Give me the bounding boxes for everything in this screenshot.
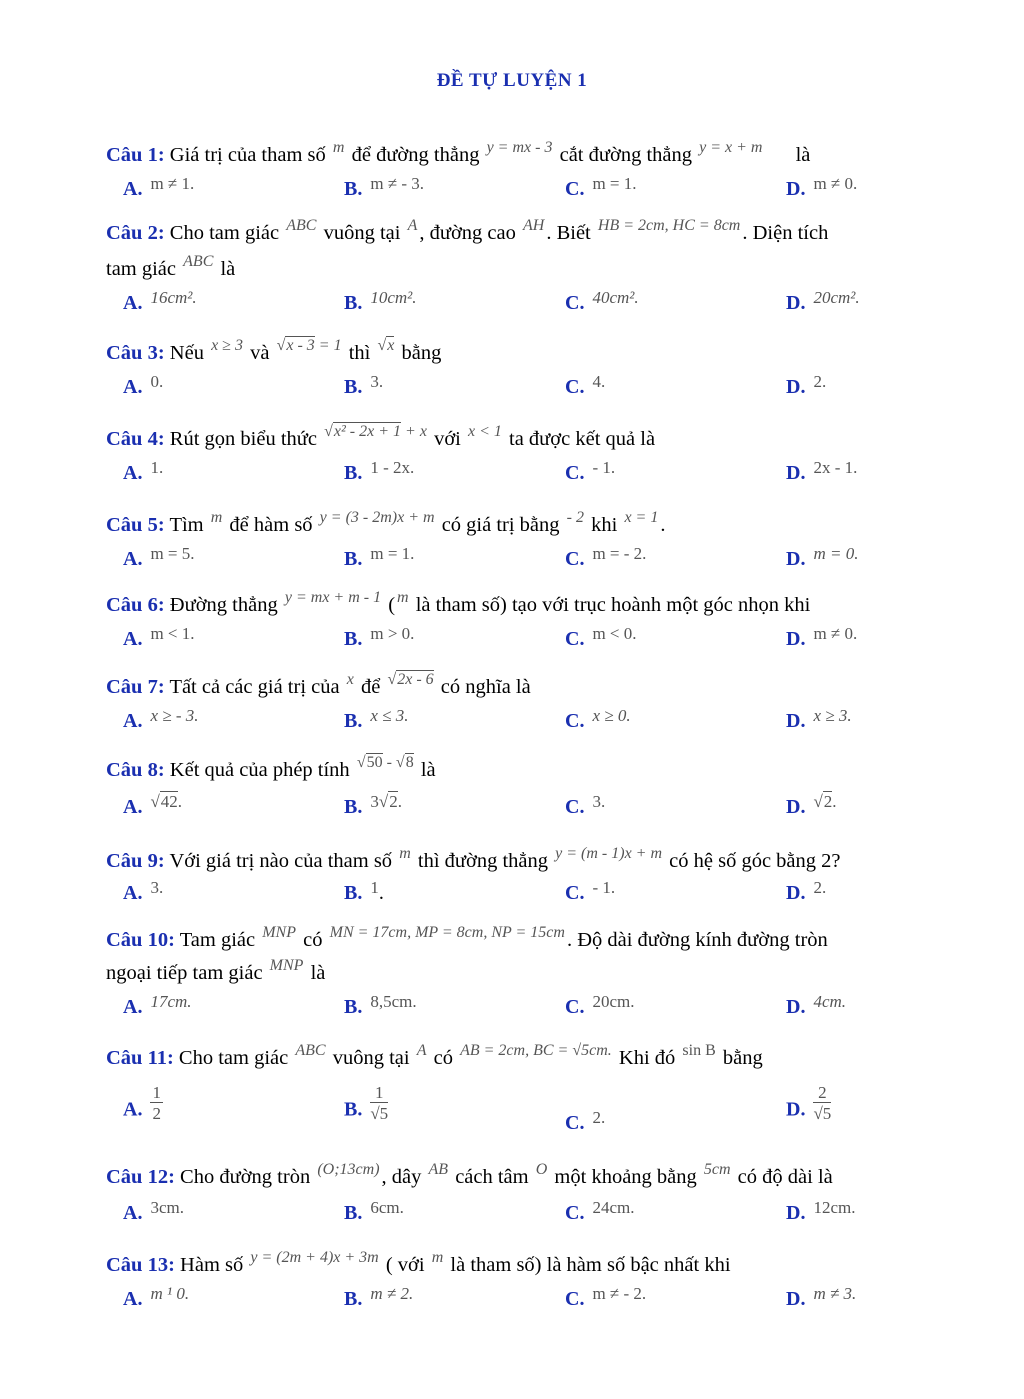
- option-letter: A.: [123, 710, 143, 732]
- option-letter: A.: [123, 1288, 143, 1310]
- option-value: 16cm².: [150, 288, 197, 307]
- option-d[interactable]: [786, 1198, 856, 1225]
- option-letter: B.: [344, 1288, 363, 1310]
- question-text: Tất cả các giá trị của: [169, 676, 340, 698]
- question-2: [106, 218, 828, 250]
- option-letter: B.: [344, 548, 363, 570]
- question-label: Câu 13:: [106, 1254, 175, 1276]
- option-d[interactable]: [786, 792, 837, 819]
- question-text: một khoảng bằng: [554, 1166, 697, 1188]
- question-text: để: [360, 676, 381, 698]
- option-c[interactable]: [565, 288, 639, 315]
- math-expr: y = (m - 1)x + m: [555, 845, 663, 862]
- math-expr: = 1: [318, 337, 342, 354]
- option-letter: B.: [344, 628, 363, 650]
- option-value: m = 1.: [370, 544, 415, 563]
- option-letter: D.: [786, 796, 806, 818]
- question-8: [106, 755, 436, 787]
- math-expr: -: [386, 754, 392, 771]
- option-d[interactable]: [786, 1284, 857, 1311]
- option-value: 2.: [813, 372, 827, 391]
- option-letter: B.: [344, 882, 363, 904]
- option-value: 1: [370, 878, 379, 897]
- math-expr: x - 3: [286, 337, 315, 354]
- option-letter: B.: [344, 462, 363, 484]
- option-a[interactable]: [123, 992, 192, 1019]
- math-expr: MNP: [262, 924, 296, 941]
- option-c[interactable]: [565, 174, 637, 201]
- option-a[interactable]: [123, 624, 195, 651]
- option-a[interactable]: [123, 174, 195, 201]
- option-letter: A.: [123, 376, 143, 398]
- option-letter: D.: [786, 1098, 806, 1121]
- math-expr: 2x - 6: [397, 671, 434, 688]
- option-value: 2: [389, 792, 398, 811]
- option-d[interactable]: [786, 1083, 832, 1130]
- math-expr: x = 1: [624, 509, 659, 526]
- math-expr: x < 1: [467, 423, 502, 440]
- question-text: để hàm số: [229, 514, 313, 536]
- question-9: [106, 846, 841, 878]
- sqrt-symbol: √: [395, 754, 405, 771]
- option-value: 1.: [150, 458, 164, 477]
- option-value: 2.: [813, 878, 827, 897]
- option-a[interactable]: [123, 878, 164, 905]
- math-expr: y = (2m + 4)x + 3m: [250, 1249, 379, 1266]
- math-expr: y = mx + m - 1: [284, 589, 382, 606]
- question-label: Câu 1:: [106, 144, 165, 166]
- question-label: Câu 10:: [106, 929, 175, 951]
- option-c[interactable]: [565, 1198, 635, 1225]
- math-expr: 50: [366, 754, 383, 771]
- math-expr: ABC: [286, 217, 317, 234]
- math-expr: MNP: [269, 957, 304, 974]
- option-c[interactable]: [565, 458, 616, 485]
- option-value: 17cm.: [150, 992, 192, 1011]
- option-letter: C.: [565, 178, 585, 200]
- option-letter: D.: [786, 292, 806, 314]
- option-value: 24cm.: [592, 1198, 635, 1217]
- math-expr: + x: [405, 423, 427, 440]
- option-a[interactable]: [123, 544, 195, 571]
- option-value: .: [832, 792, 837, 811]
- option-d[interactable]: [786, 992, 847, 1019]
- question-text: ( với: [385, 1254, 425, 1276]
- option-letter: A.: [123, 628, 143, 650]
- option-value: m = 1.: [592, 174, 637, 193]
- fraction-numerator: 1: [370, 1084, 388, 1103]
- option-letter: C.: [565, 1112, 585, 1134]
- option-d[interactable]: [786, 372, 827, 399]
- option-letter: B.: [344, 292, 363, 314]
- option-c[interactable]: [565, 792, 606, 819]
- question-7: [106, 672, 531, 704]
- option-d[interactable]: [786, 458, 858, 485]
- option-value: x ≥ - 3.: [150, 706, 199, 725]
- question-text: .: [660, 514, 666, 536]
- option-value: 40cm².: [592, 288, 639, 307]
- option-b[interactable]: [344, 792, 402, 819]
- option-value: .: [397, 792, 402, 811]
- question-10-line-2: [106, 958, 325, 990]
- question-label: Câu 4:: [106, 428, 165, 450]
- option-a[interactable]: [123, 458, 164, 485]
- option-value: 4.: [592, 372, 606, 391]
- option-value: 10cm².: [370, 288, 417, 307]
- option-value: m < 1.: [150, 624, 195, 643]
- question-text: , dây: [381, 1166, 422, 1188]
- option-value: 2.: [592, 1108, 606, 1127]
- question-text: có: [303, 929, 323, 951]
- question-label: Câu 9:: [106, 850, 165, 872]
- math-expr: x² - 2x + 1: [333, 423, 402, 440]
- question-text: khi: [591, 514, 618, 536]
- option-letter: C.: [565, 996, 585, 1018]
- option-value: 4cm.: [813, 992, 847, 1011]
- question-text: Kết quả của phép tính: [169, 759, 350, 781]
- question-11: [106, 1043, 763, 1075]
- fraction-denominator: √5: [813, 1104, 832, 1123]
- question-1: [106, 140, 810, 172]
- option-value: x ≤ 3.: [370, 706, 409, 725]
- option-a[interactable]: [123, 792, 183, 819]
- option-b[interactable]: [344, 878, 384, 905]
- option-letter: D.: [786, 1202, 806, 1224]
- option-value: 6cm.: [370, 1198, 404, 1217]
- sqrt-symbol: √: [377, 337, 387, 354]
- option-b[interactable]: [344, 706, 409, 733]
- option-d[interactable]: [786, 174, 858, 201]
- option-letter: B.: [344, 796, 363, 818]
- option-value: m = - 2.: [592, 544, 647, 563]
- option-value: m ≠ - 2.: [592, 1284, 647, 1303]
- option-b[interactable]: [344, 174, 425, 201]
- sqrt-symbol: √: [276, 337, 286, 354]
- math-expr: y = mx - 3: [486, 139, 553, 156]
- question-text: bằng: [722, 1047, 763, 1069]
- question-13: [106, 1250, 731, 1282]
- sqrt-symbol: √: [150, 792, 160, 811]
- option-letter: D.: [786, 178, 806, 200]
- option-value: - 1.: [592, 458, 616, 477]
- question-text: Khi đó: [618, 1047, 676, 1069]
- question-text: Tam giác: [179, 929, 256, 951]
- option-value: m = 5.: [150, 544, 195, 563]
- math-expr: A: [407, 217, 418, 234]
- question-text: Cho tam giác: [178, 1047, 289, 1069]
- option-value: .: [378, 882, 384, 904]
- question-text: thì đường thẳng: [417, 850, 549, 872]
- option-value: m ≠ 3.: [813, 1284, 857, 1303]
- option-letter: D.: [786, 996, 806, 1018]
- option-a[interactable]: [123, 1083, 163, 1130]
- option-c[interactable]: [565, 992, 635, 1019]
- option-value: .: [177, 792, 183, 811]
- question-4: [106, 424, 655, 456]
- option-letter: D.: [786, 1288, 806, 1310]
- option-letter: D.: [786, 710, 806, 732]
- question-text: Đường thẳng: [169, 594, 278, 616]
- question-label: Câu 12:: [106, 1166, 175, 1188]
- option-value: m ≠ 1.: [150, 174, 195, 193]
- math-expr: AH: [523, 217, 545, 234]
- page-title: ĐỀ TỰ LUYỆN 1: [436, 70, 588, 91]
- option-value: 8,5cm.: [370, 992, 417, 1011]
- option-a[interactable]: [123, 706, 199, 733]
- option-b[interactable]: [344, 372, 384, 399]
- question-6: [106, 590, 810, 622]
- option-value: 2x - 1.: [813, 458, 858, 477]
- option-letter: C.: [565, 1288, 585, 1310]
- option-b[interactable]: [344, 544, 415, 571]
- math-expr: - 2: [566, 509, 584, 526]
- question-text: Nếu: [169, 342, 204, 364]
- question-text: Hàm số: [180, 1254, 244, 1276]
- option-letter: A.: [123, 462, 143, 484]
- math-expr: y = (3 - 2m)x + m: [319, 509, 435, 526]
- sqrt-symbol: √: [378, 792, 389, 811]
- question-label: Câu 11:: [106, 1047, 174, 1069]
- option-value: 3.: [370, 372, 384, 391]
- fraction-denominator: √5: [370, 1104, 389, 1123]
- option-value: m ¹ 0.: [150, 1284, 190, 1303]
- math-expr: m: [332, 139, 345, 156]
- question-text: Tìm: [169, 514, 204, 536]
- option-d[interactable]: [786, 624, 858, 651]
- sqrt-symbol: √: [387, 671, 397, 688]
- question-text: và: [250, 342, 270, 364]
- option-value: 0.: [150, 372, 164, 391]
- math-expr: HB = 2cm, HC = 8cm: [597, 217, 741, 234]
- option-letter: A.: [123, 178, 143, 200]
- option-b[interactable]: [344, 1284, 414, 1311]
- question-text: là tham số) tạo với trục hoành một góc nhọn khi: [415, 594, 811, 616]
- option-value: 3cm.: [150, 1198, 184, 1217]
- question-text: Cho tam giác: [169, 222, 280, 244]
- fraction-numerator: 2: [813, 1084, 831, 1103]
- question-10: [106, 925, 828, 957]
- question-5: [106, 510, 665, 542]
- option-letter: C.: [565, 628, 585, 650]
- option-letter: C.: [565, 376, 585, 398]
- option-value: 3: [370, 792, 379, 811]
- option-value: 20cm.: [592, 992, 635, 1011]
- question-text: có: [433, 1047, 453, 1069]
- option-value: x ≥ 0.: [592, 706, 631, 725]
- question-text: là: [220, 258, 236, 280]
- fraction-numerator: 1: [152, 1083, 161, 1102]
- math-expr: 8: [405, 754, 414, 771]
- option-d[interactable]: [786, 544, 859, 571]
- question-text: ta được kết quả là: [509, 428, 656, 450]
- option-letter: B.: [344, 1098, 363, 1121]
- math-expr: m: [210, 509, 223, 526]
- option-c[interactable]: [565, 624, 637, 651]
- option-letter: B.: [344, 710, 363, 732]
- question-text: có hệ số góc bằng 2?: [669, 850, 841, 872]
- option-value: m = 0.: [813, 544, 859, 563]
- math-expr: x: [346, 671, 354, 688]
- option-c[interactable]: [565, 1284, 647, 1311]
- math-expr: 5cm: [703, 1161, 731, 1178]
- question-label: Câu 5:: [106, 514, 165, 536]
- option-b[interactable]: [344, 1198, 404, 1225]
- question-text: . Biết: [546, 222, 591, 244]
- option-a[interactable]: [123, 372, 164, 399]
- question-text: Rút gọn biểu thức: [169, 428, 317, 450]
- question-label: Câu 3:: [106, 342, 165, 364]
- option-d[interactable]: [786, 878, 827, 905]
- math-expr: m: [431, 1249, 444, 1266]
- option-value: 3.: [592, 792, 606, 811]
- question-text: có giá trị bằng: [441, 514, 560, 536]
- option-value: 12cm.: [813, 1198, 856, 1217]
- question-3: [106, 338, 441, 370]
- option-d[interactable]: [786, 706, 852, 733]
- option-letter: A.: [123, 882, 143, 904]
- math-expr: ABC: [183, 253, 214, 270]
- option-letter: C.: [565, 796, 585, 818]
- math-expr: m: [399, 845, 411, 862]
- question-text: Với giá trị nào của tham số: [169, 850, 393, 872]
- option-letter: D.: [786, 882, 806, 904]
- option-letter: A.: [123, 1098, 143, 1121]
- option-letter: D.: [786, 376, 806, 398]
- option-a[interactable]: [123, 1284, 190, 1311]
- question-12: [106, 1162, 833, 1194]
- option-b[interactable]: [344, 458, 415, 485]
- math-expr: O: [535, 1161, 548, 1178]
- option-a[interactable]: [123, 288, 197, 315]
- question-text: Cho đường tròn: [180, 1166, 311, 1188]
- option-c[interactable]: [565, 878, 616, 905]
- option-letter: C.: [565, 1202, 585, 1224]
- option-letter: A.: [123, 996, 143, 1018]
- math-expr: x ≥ 3: [211, 337, 243, 354]
- option-b[interactable]: [344, 288, 417, 315]
- option-letter: A.: [123, 796, 143, 818]
- question-text: vuông tại: [323, 222, 401, 244]
- option-value: m ≠ - 3.: [370, 174, 425, 193]
- question-text: , đường cao: [419, 222, 516, 244]
- option-letter: D.: [786, 462, 806, 484]
- math-expr: MN = 17cm, MP = 8cm, NP = 15cm: [329, 924, 565, 941]
- sqrt-symbol: √: [324, 423, 333, 440]
- math-expr: x: [387, 337, 395, 354]
- question-text: để đường thẳng: [351, 144, 480, 166]
- math-expr: y = x + m: [699, 139, 763, 156]
- option-c[interactable]: [565, 1108, 606, 1135]
- option-b[interactable]: [344, 624, 415, 651]
- option-a[interactable]: [123, 1198, 184, 1225]
- option-letter: C.: [565, 882, 585, 904]
- option-value: 2: [823, 792, 833, 811]
- math-expr: m: [397, 589, 409, 606]
- option-letter: C.: [565, 548, 585, 570]
- question-text: là: [420, 759, 436, 781]
- question-2-line-2: [106, 254, 235, 286]
- question-text: cách tâm: [455, 1166, 529, 1188]
- option-letter: A.: [123, 292, 143, 314]
- question-label: Câu 8:: [106, 759, 165, 781]
- math-expr: AB: [428, 1161, 449, 1178]
- option-letter: C.: [565, 710, 585, 732]
- question-text: bằng: [401, 342, 442, 364]
- option-letter: A.: [123, 1202, 143, 1224]
- fraction-denominator: 2: [152, 1104, 161, 1123]
- option-value: 20cm².: [813, 288, 860, 307]
- option-letter: B.: [344, 376, 363, 398]
- option-letter: C.: [565, 292, 585, 314]
- question-text: cắt đường thẳng: [559, 144, 692, 166]
- option-b[interactable]: [344, 992, 417, 1019]
- question-text: Giá trị của tham số: [169, 144, 326, 166]
- question-text: với: [434, 428, 461, 450]
- math-expr: sin B: [682, 1042, 716, 1059]
- option-value: m > 0.: [370, 624, 415, 643]
- math-expr: A: [416, 1042, 427, 1059]
- math-expr: AB = 2cm, BC = √5cm.: [460, 1042, 612, 1059]
- option-value: m ≠ 2.: [370, 1284, 414, 1303]
- option-c[interactable]: [565, 706, 631, 733]
- option-value: 1 - 2x.: [370, 458, 415, 477]
- question-text: là: [310, 962, 326, 984]
- option-letter: D.: [786, 548, 806, 570]
- question-text: là tham số) là hàm số bậc nhất khi: [450, 1254, 731, 1276]
- question-text: có độ dài là: [737, 1166, 833, 1188]
- question-text: . Diện tích: [742, 222, 829, 244]
- question-text: là: [795, 144, 811, 166]
- option-value: 42: [160, 792, 178, 811]
- option-value: 3.: [150, 878, 164, 897]
- option-d[interactable]: [786, 288, 860, 315]
- sqrt-symbol: √: [813, 792, 823, 811]
- option-letter: C.: [565, 462, 585, 484]
- question-text: có nghĩa là: [440, 676, 531, 698]
- question-text: . Độ dài đường kính đường tròn: [566, 929, 828, 951]
- question-text: thì: [348, 342, 371, 364]
- question-label: Câu 2:: [106, 222, 165, 244]
- option-letter: A.: [123, 548, 143, 570]
- option-letter: B.: [344, 1202, 363, 1224]
- option-value: m < 0.: [592, 624, 637, 643]
- option-value: m ≠ 0.: [813, 624, 858, 643]
- question-label: Câu 6:: [106, 594, 165, 616]
- option-letter: B.: [344, 996, 363, 1018]
- option-letter: B.: [344, 178, 363, 200]
- option-value: m ≠ 0.: [813, 174, 858, 193]
- option-value: - 1.: [592, 878, 616, 897]
- option-letter: D.: [786, 628, 806, 650]
- question-label: Câu 7:: [106, 676, 165, 698]
- question-text: vuông tại: [332, 1047, 410, 1069]
- question-text: (: [388, 594, 396, 616]
- option-b[interactable]: [344, 1083, 389, 1130]
- option-value: x ≥ 3.: [813, 706, 852, 725]
- option-c[interactable]: [565, 544, 647, 571]
- question-text: ngoại tiếp tam giác: [106, 962, 263, 984]
- question-text: tam giác: [106, 258, 177, 280]
- math-expr: ABC: [295, 1042, 326, 1059]
- math-expr: (O;13cm): [317, 1161, 380, 1178]
- option-c[interactable]: [565, 372, 606, 399]
- sqrt-symbol: √: [356, 754, 366, 771]
